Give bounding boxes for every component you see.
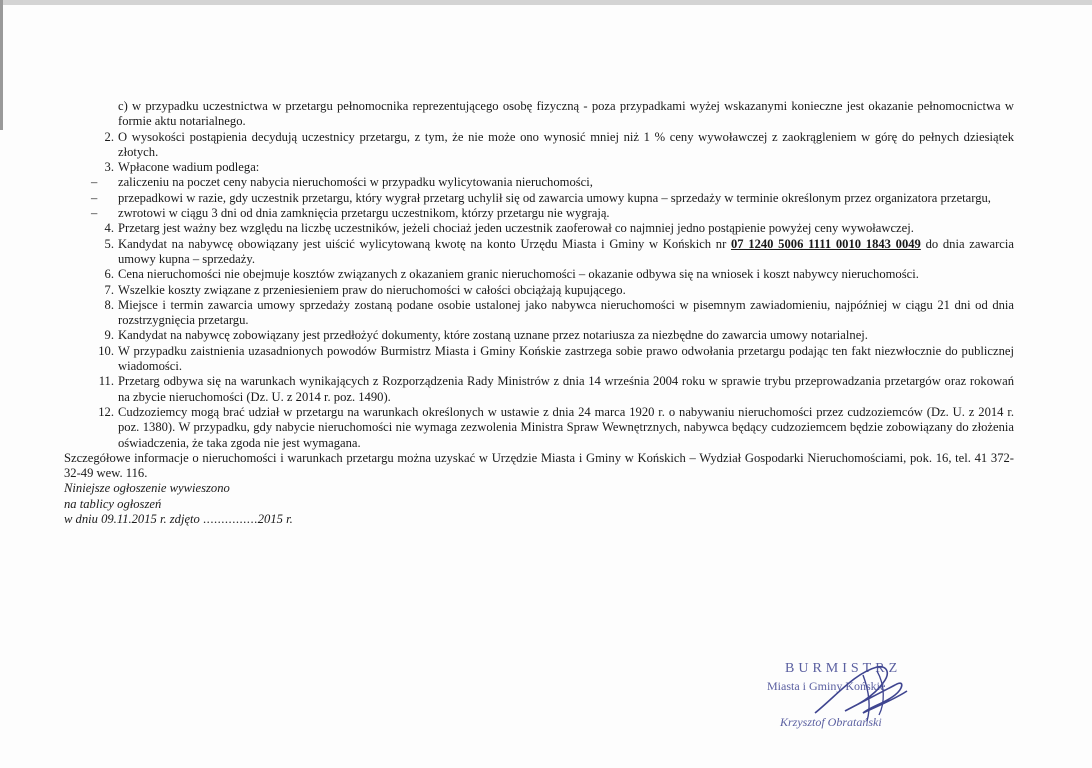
dash-item-2: – przepadkowi w razie, gdy uczestnik przetargu, który wygrał przetarg uchylił się od zawarcia umowy kupna – sprzedaży w terminie określonym przez organizatora przetargu, — [91, 190, 991, 205]
dash-item-3: – zwrotowi w ciągu 3 dni od dnia zamknięcia przetargu uczestnikom, którzy przetargu nie wygrają. — [91, 206, 610, 221]
stamp-name: Krzysztof Obratański — [780, 715, 882, 729]
list-item-6: 6. Cena nieruchomości nie obejmuje kosztów związanych z okazaniem granic nieruchomości – okazanie odbywa się na wniosek i koszt nabywcy nieruchomości. — [104, 267, 919, 282]
list-item-8: 8. Miejsce i termin zawarcia umowy sprzedaży zostaną podane osobie ustalonej jako nabywca nieruchomości w pisemnym zawiadomieniu, najpóźniej w ciągu 21 dni od dnia rozstrzygnięcia przetargu. — [104, 297, 1014, 328]
paragraph-intro: c) w przypadku uczestnictwa w przetargu pełnomocnika reprezentującego osobę fizyczną - poza przypadkami wyżej wskazanymi konieczne jest okazanie pełnomocnictwa w formie aktu notarialnego. — [118, 99, 1014, 129]
list-item-4: 4. Przetarg jest ważny bez względu na liczbę uczestników, jeżeli chociaż jeden uczestnik zaoferował co najmniej jedno postąpienie powyżej ceny wywoławczej. — [104, 221, 914, 236]
list-item-7: 7. Wszelkie koszty związane z przeniesieniem praw do nieruchomości w całości obciążają kupującego. — [104, 282, 626, 297]
bank-account-number: 07 1240 5006 1111 0010 1843 0049 — [730, 236, 921, 251]
details-paragraph: Szczegółowe informacje o nieruchomości i warunkach przetargu można uzyskać w Urzędzie Miasta i Gminy w Końskich – Wydział Gospodarki Nieruchomościami, pok. 16, tel. 41 372-32-49 wew. 116. — [64, 450, 1014, 481]
list-item-9: 9. Kandydat na nabywcę zobowiązany jest przedłożyć dokumenty, które zostaną uznane przez notariusza za niezbędne do zawarcia umowy notarialnej. — [104, 328, 868, 343]
list-item-3: 3. Wpłacone wadium podlega: — [104, 160, 260, 175]
list-item-5: 5. Kandydat na nabywcę obowiązany jest uiścić wylicytowaną kwotę na konto Urzędu Miasta i Gminy w Końskich nr 07 1240 5006 1111 0010 1843 0049 do dnia zawarcia umowy kupna – sprzedaży. — [104, 236, 1014, 266]
list-item-12: 12. Cudzoziemcy mogą brać udział w przetargu na warunkach określonych w ustawie z dnia 24 marca 1920 r. o nabywaniu nieruchomości przez cudzoziemców (Dz. U. z 2014 r. poz. 1380). W przypadku, gdy nabycie nieruchomości nie wymaga zezwolenia Ministra Spraw Wewnętrznych, nabywca będący cudzoziemcem będzie zobowiązany do złożenia oświadczenia, że taka zgoda nie jest wymagana. — [98, 404, 1014, 450]
signature-icon — [745, 655, 955, 745]
list-item-2: 2. O wysokości postąpienia decydują uczestnicy przetargu, z tym, że nie może ono wynosić mniej niż 1 % ceny wywoławczej z zaokrągleniem w górę do pełnych dziesiątek złotych. — [104, 129, 1014, 159]
list-item-10: 10. W przypadku zaistnienia uzasadnionych powodów Burmistrz Miasta i Gminy Końskie zastrzega sobie prawo odwołania przetargu podając ten fakt niezwłocznie do publicznej wiadomości. — [98, 343, 1014, 374]
scan-edge-top — [0, 0, 1092, 5]
notice-line-2: na tablicy ogłoszeń — [64, 496, 162, 511]
notice-line-1: Niniejsze ogłoszenie wywieszono — [64, 481, 230, 496]
stamp-title: BURMISTRZ — [785, 661, 902, 676]
scan-edge-left — [0, 0, 3, 130]
announcement-body — [64, 99, 1014, 527]
mayor-stamp-signature — [745, 655, 955, 745]
dash-item-1: – zaliczeniu na poczet ceny nabycia nieruchomości w przypadku wylicytowania nieruchomości, — [91, 175, 593, 190]
notice-line-3: w dniu 09.11.2015 r. zdjęto ...............2015 r. — [64, 512, 293, 527]
stamp-office: Miasta i Gminy Końskie — [767, 679, 886, 693]
list-item-11: 11. Przetarg odbywa się na warunkach wynikających z Rozporządzenia Rady Ministrów z dnia 14 września 2004 roku w sprawie trybu przeprowadzania przetargów oraz rokowań na zbycie nieruchomości (Dz. U. z 2014 r. poz. 1490). — [98, 374, 1014, 404]
